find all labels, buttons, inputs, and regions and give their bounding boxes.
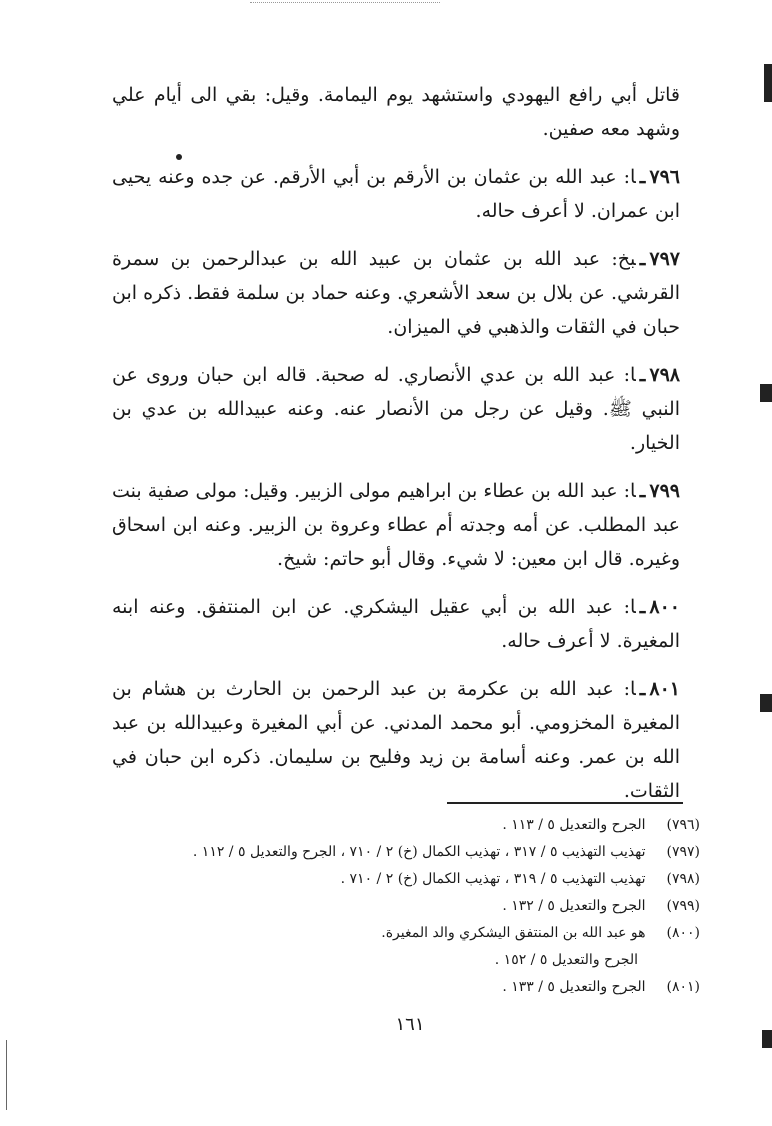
footnote-text: هو عبد الله بن المنتفق اليشكري والد المغيرة. xyxy=(381,925,646,941)
footnote-796 xyxy=(140,812,700,839)
entry-796: ٧٩٦ـا: عبد الله بن عثمان بن الأرقم بن أبي الأرقم. عن جده وعنه يحيى ابن عمران. لا أعرف حاله. xyxy=(112,166,680,222)
scan-top-dots xyxy=(250,2,440,3)
entry-body: بخ: عبد الله بن عثمان بن عبيد الله بن عبدالرحمن بن سمرة القرشي. عن بلال بن سعد الأشعري. وعنه حماد بن سلمة فقط. ذكره ابن حبان في الثقات والذهبي في الميزان. xyxy=(112,248,680,338)
entry-800: ٨٠٠ـا: عبد الله بن أبي عقيل اليشكري. عن ابن المنتفق. وعنه ابنه المغيرة. لا أعرف حاله. xyxy=(112,596,680,652)
scan-edge-mark xyxy=(760,384,772,402)
entry-799: ٧٩٩ـا: عبد الله بن عطاء بن ابراهيم مولى الزبير. وقيل: مولى صفية بنت عبد المطلب. عن أمه وجدته أم عطاء وعروة بن الزبير. وعنه ابن اسحاق وغيره. قال ابن معين: لا شيء. وقال أبو حاتم: شيخ. xyxy=(112,480,680,570)
footnote-797 xyxy=(140,839,700,866)
footnotes xyxy=(140,812,700,1001)
entry-body: ا: عبد الله بن أبي عقيل اليشكري. عن ابن المنتفق. وعنه ابنه المغيرة. لا أعرف حاله. xyxy=(112,596,680,652)
footnote-text: الجرح والتعديل ٥ / ١٣٢ . xyxy=(502,898,646,914)
footnote-801 xyxy=(140,974,700,1001)
scan-left-rule xyxy=(6,1040,7,1110)
entry-number: ٧٩٧ xyxy=(649,248,680,270)
entry-body: ا: عبد الله بن عطاء بن ابراهيم مولى الزبير. وقيل: مولى صفية بنت عبد المطلب. عن أمه وجدته أم عطاء وعروة بن الزبير. وعنه ابن اسحاق وغيره. قال ابن معين: لا شيء. وقال أبو حاتم: شيخ. xyxy=(112,480,680,570)
footnote-text: تهذيب التهذيب ٥ / ٣١٩ ، تهذيب الكمال (خ) ٢ / ٧١٠ . xyxy=(340,871,646,887)
footnote-text: تهذيب التهذيب ٥ / ٣١٧ ، تهذيب الكمال (خ) ٢ / ٧١٠ ، الجرح والتعديل ٥ / ١١٢ . xyxy=(192,844,646,860)
footnote-798 xyxy=(140,866,700,893)
footnote-separator xyxy=(447,802,683,804)
entry-body: ا: عبد الله بن عدي الأنصاري. له صحبة. قاله ابن حبان وروى عن النبي ﷺ. وقيل عن رجل من الأنصار عنه. وعنه عبيدالله بن عدي بن الخيار. xyxy=(112,364,680,454)
footnote-number: (٧٩٨) xyxy=(666,871,700,887)
footnote-number: (٧٩٧) xyxy=(666,844,700,860)
footnote-800-continuation: الجرح والتعديل ٥ / ١٥٢ . xyxy=(494,952,638,968)
footnote-text: الجرح والتعديل ٥ / ١١٣ . xyxy=(502,817,646,833)
entry-number: ٨٠١ xyxy=(649,678,680,700)
footnote-number: (٨٠٠) xyxy=(666,925,700,941)
footnote-800 xyxy=(140,920,700,947)
footnote-text: الجرح والتعديل ٥ / ١٣٣ . xyxy=(502,979,646,995)
entry-body: ا: عبد الله بن عكرمة بن عبد الرحمن بن الحارث بن هشام بن المغيرة المخزومي. أبو محمد المدني. عن أبي المغيرة وعبيدالله بن عبد الله بن عمر. وعنه أسامة بن زيد وفليح بن سليمان. ذكره ابن حبان في الثقات. xyxy=(112,678,680,802)
entry-801: ٨٠١ـا: عبد الله بن عكرمة بن عبد الرحمن بن الحارث بن هشام بن المغيرة المخزومي. أبو محمد المدني. عن أبي المغيرة وعبيدالله بن عبد الله بن عمر. وعنه أسامة بن زيد وفليح بن سليمان. ذكره ابن حبان في الثقات. xyxy=(112,678,680,802)
entry-body: ا: عبد الله بن عثمان بن الأرقم بن أبي الأرقم. عن جده وعنه يحيى ابن عمران. لا أعرف حاله. xyxy=(112,166,680,222)
scan-edge-mark xyxy=(762,1030,772,1048)
intro-paragraph: قاتل أبي رافع اليهودي واستشهد يوم اليمامة. وقيل: بقي الى أيام علي وشهد معه صفين. xyxy=(112,84,680,140)
footnote-number: (٨٠١) xyxy=(666,979,700,995)
footnote-number: (٧٩٩) xyxy=(666,898,700,914)
scan-edge-mark xyxy=(764,64,772,102)
entry-797: ٧٩٧ـبخ: عبد الله بن عثمان بن عبيد الله بن عبدالرحمن بن سمرة القرشي. عن بلال بن سعد الأشعري. وعنه حماد بن سلمة فقط. ذكره ابن حبان في الثقات والذهبي في الميزان. xyxy=(112,248,680,338)
footnote-799 xyxy=(140,893,700,920)
entry-798: ٧٩٨ـا: عبد الله بن عدي الأنصاري. له صحبة. قاله ابن حبان وروى عن النبي ﷺ. وقيل عن رجل من الأنصار عنه. وعنه عبيدالله بن عدي بن الخيار. xyxy=(112,364,680,454)
entry-number: ٨٠٠ xyxy=(649,596,680,618)
footnote-number: (٧٩٦) xyxy=(666,817,700,833)
entry-number: ٧٩٩ xyxy=(649,480,680,502)
entry-number: ٧٩٨ xyxy=(649,364,680,386)
main-text xyxy=(112,78,680,808)
entry-number: ٧٩٦ xyxy=(649,166,680,188)
scan-edge-mark xyxy=(760,694,772,712)
page-number: ١٦١ xyxy=(395,1014,425,1035)
